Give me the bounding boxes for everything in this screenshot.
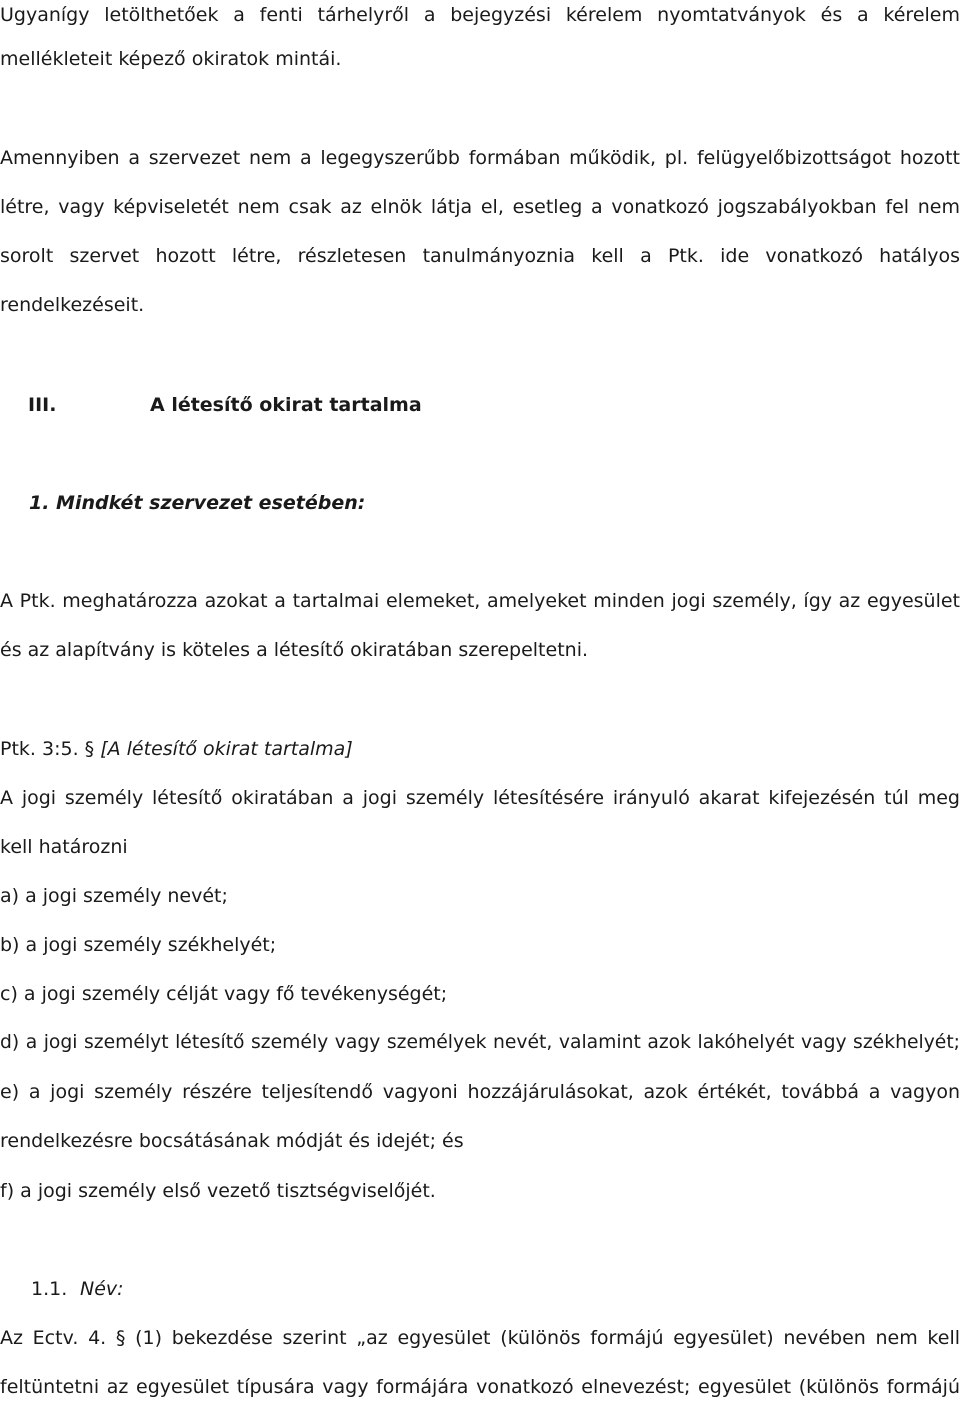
paragraph-line: A Ptk. meghatározza azokat a tartalmai elemeket, amelyeket minden jogi személy, így az egyesület	[0, 590, 960, 612]
paragraph-line: létre, vagy képviseletét nem csak az elnök látja el, esetleg a vonatkozó jogszabályokban fel nem	[0, 196, 960, 218]
subsection-heading	[0, 1274, 960, 1304]
law-reference-title: [A létesítő okirat tartalma]	[100, 738, 353, 760]
subsection-title: Név:	[80, 1278, 124, 1300]
paragraph-line: Az Ectv. 4. § (1) bekezdése szerint „az egyesület (különös formájú egyesület) nevében nem kell	[0, 1327, 960, 1349]
paragraph-line: kell határozni	[0, 836, 128, 858]
law-reference	[0, 734, 960, 764]
paragraph-line: A jogi személy létesítő okiratában a jogi személy létesítésére irányuló akarat kifejezésén túl meg	[0, 787, 960, 809]
list-item: d) a jogi személyt létesítő személy vagy személyek nevét, valamint azok lakóhelyét vagy székhelyét;	[0, 1032, 960, 1053]
section-title: A létesítő okirat tartalma	[150, 394, 422, 416]
list-item: rendelkezésre bocsátásának módját és idejét; és	[0, 1130, 464, 1152]
paragraph-line: Ugyanígy letölthetőek a fenti tárhelyről a bejegyzési kérelem nyomtatványok és a kérelem	[0, 4, 960, 26]
list-item: a) a jogi személy nevét;	[0, 885, 228, 907]
paragraph-line: sorolt szervet hozott létre, részletesen tanulmányoznia kell a Ptk. ide vonatkozó hatályos	[0, 245, 960, 267]
paragraph-line: mellékleteit képező okiratok mintái.	[0, 48, 342, 70]
list-item: e) a jogi személy részére teljesítendő vagyoni hozzájárulásokat, azok értékét, továbbá a vagyon	[0, 1081, 960, 1103]
subsection-number: 1.1.	[31, 1278, 68, 1300]
paragraph-line: és az alapítvány is köteles a létesítő okiratában szerepeltetni.	[0, 639, 589, 661]
list-item: b) a jogi személy székhelyét;	[0, 934, 277, 956]
paragraph-line: Amennyiben a szervezet nem a legegyszerűbb formában működik, pl. felügyelőbizottságot hozott	[0, 147, 960, 169]
list-item: f) a jogi személy első vezető tisztségviselőjét.	[0, 1180, 436, 1202]
paragraph-line: rendelkezéseit.	[0, 294, 145, 316]
law-reference-prefix: Ptk. 3:5. §	[0, 738, 95, 760]
list-item: c) a jogi személy célját vagy fő tevékenységét;	[0, 983, 448, 1005]
section-number: III.	[28, 394, 57, 416]
subsection-heading: 1. Mindkét szervezet esetében:	[29, 492, 366, 514]
paragraph-line: feltüntetni az egyesület típusára vagy formájára vonatkozó elnevezést; egyesület (különös formájú	[0, 1376, 960, 1398]
section-heading	[0, 390, 960, 420]
